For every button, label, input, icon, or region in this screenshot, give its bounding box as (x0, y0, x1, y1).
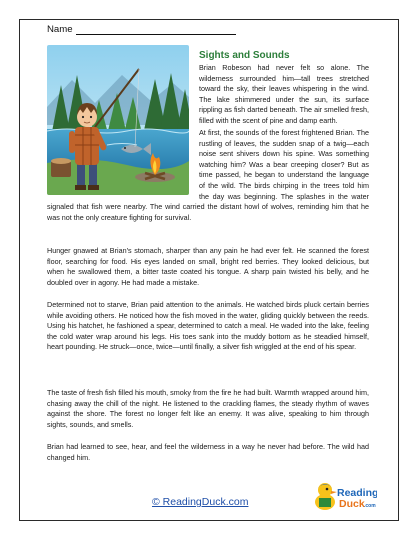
paragraph-3: Hunger gnawed at Brian's stomach, sharper than any pain he had ever felt. He scanned the forest floor, searching for food. His eyes landed on small, bright red berries. They looked delicious, but when he swallowed them, a bitter taste coated his tongue. A sharp pain twisted his belly, and he doubled over in agony. He had made a mistake. (47, 246, 369, 287)
readingduck-logo (313, 476, 377, 516)
name-field (47, 24, 236, 35)
readingduck-link[interactable]: © ReadingDuck.com (152, 496, 249, 508)
paragraph-1: Brian Robeson had never felt so alone. The wilderness surrounded him—tall trees stretched toward the sky, their leaves whispering in the wind. The lake shimmered under the sun, its surface rippling as fish darted beneath. The air smelled fresh, filled with the scent of pine and damp earth. (199, 63, 369, 125)
illustration-wrap-spacer (47, 128, 199, 192)
logo-text-com: .com (364, 503, 376, 509)
logo-text-duck: Duck (339, 498, 365, 510)
paragraph-5: The taste of fresh fish filled his mouth, smoky from the fire he had built. Warmth wrapped around him, chasing away the chill of the night. He listened to the crackling flames, the steady rhythm of waves against the shore. The forest no longer felt like an enemy. It was alive, speaking to him through sights, sounds, and smells. (47, 388, 369, 429)
story-title: Sights and Sounds (199, 50, 290, 61)
paragraph-6: Brian had learned to see, hear, and feel the wilderness in a way he never had before. The wild had changed him. (47, 442, 369, 462)
paragraph-4: Determined not to starve, Brian paid attention to the animals. He watched birds pluck certain berries while avoiding others. He noticed how the fish moved in the water, gliding quickly between the reeds. Using his hatchet, he fashioned a spear, determined to catch a meal. He waded into the lake, feeling the cold water wrap around his legs. His toes sank into the muddy bottom as he steadied himself, heart pounding. He struck—once, twice—until finally, a silver fish wriggled at the end of his spear. (47, 300, 369, 352)
paragraph-2: At first, the sounds of the forest frightened Brian. The rustling of leaves, the sudden snap of a twig—each noise sent shivers down his spine. Was something watching him? Was a bear creeping closer? But as time passed, he began to understand the language of the wild. The birds chirping in the trees told him the day was beginning. The splashes in the water signaled that fish were nearby. The wind carried the distant howl of wolves, reminding him that he was not the only creature fighting for survival. (47, 128, 369, 222)
logo-text-reading: Reading (337, 487, 377, 499)
name-blank-line (76, 25, 236, 35)
name-label: Name (47, 24, 73, 35)
